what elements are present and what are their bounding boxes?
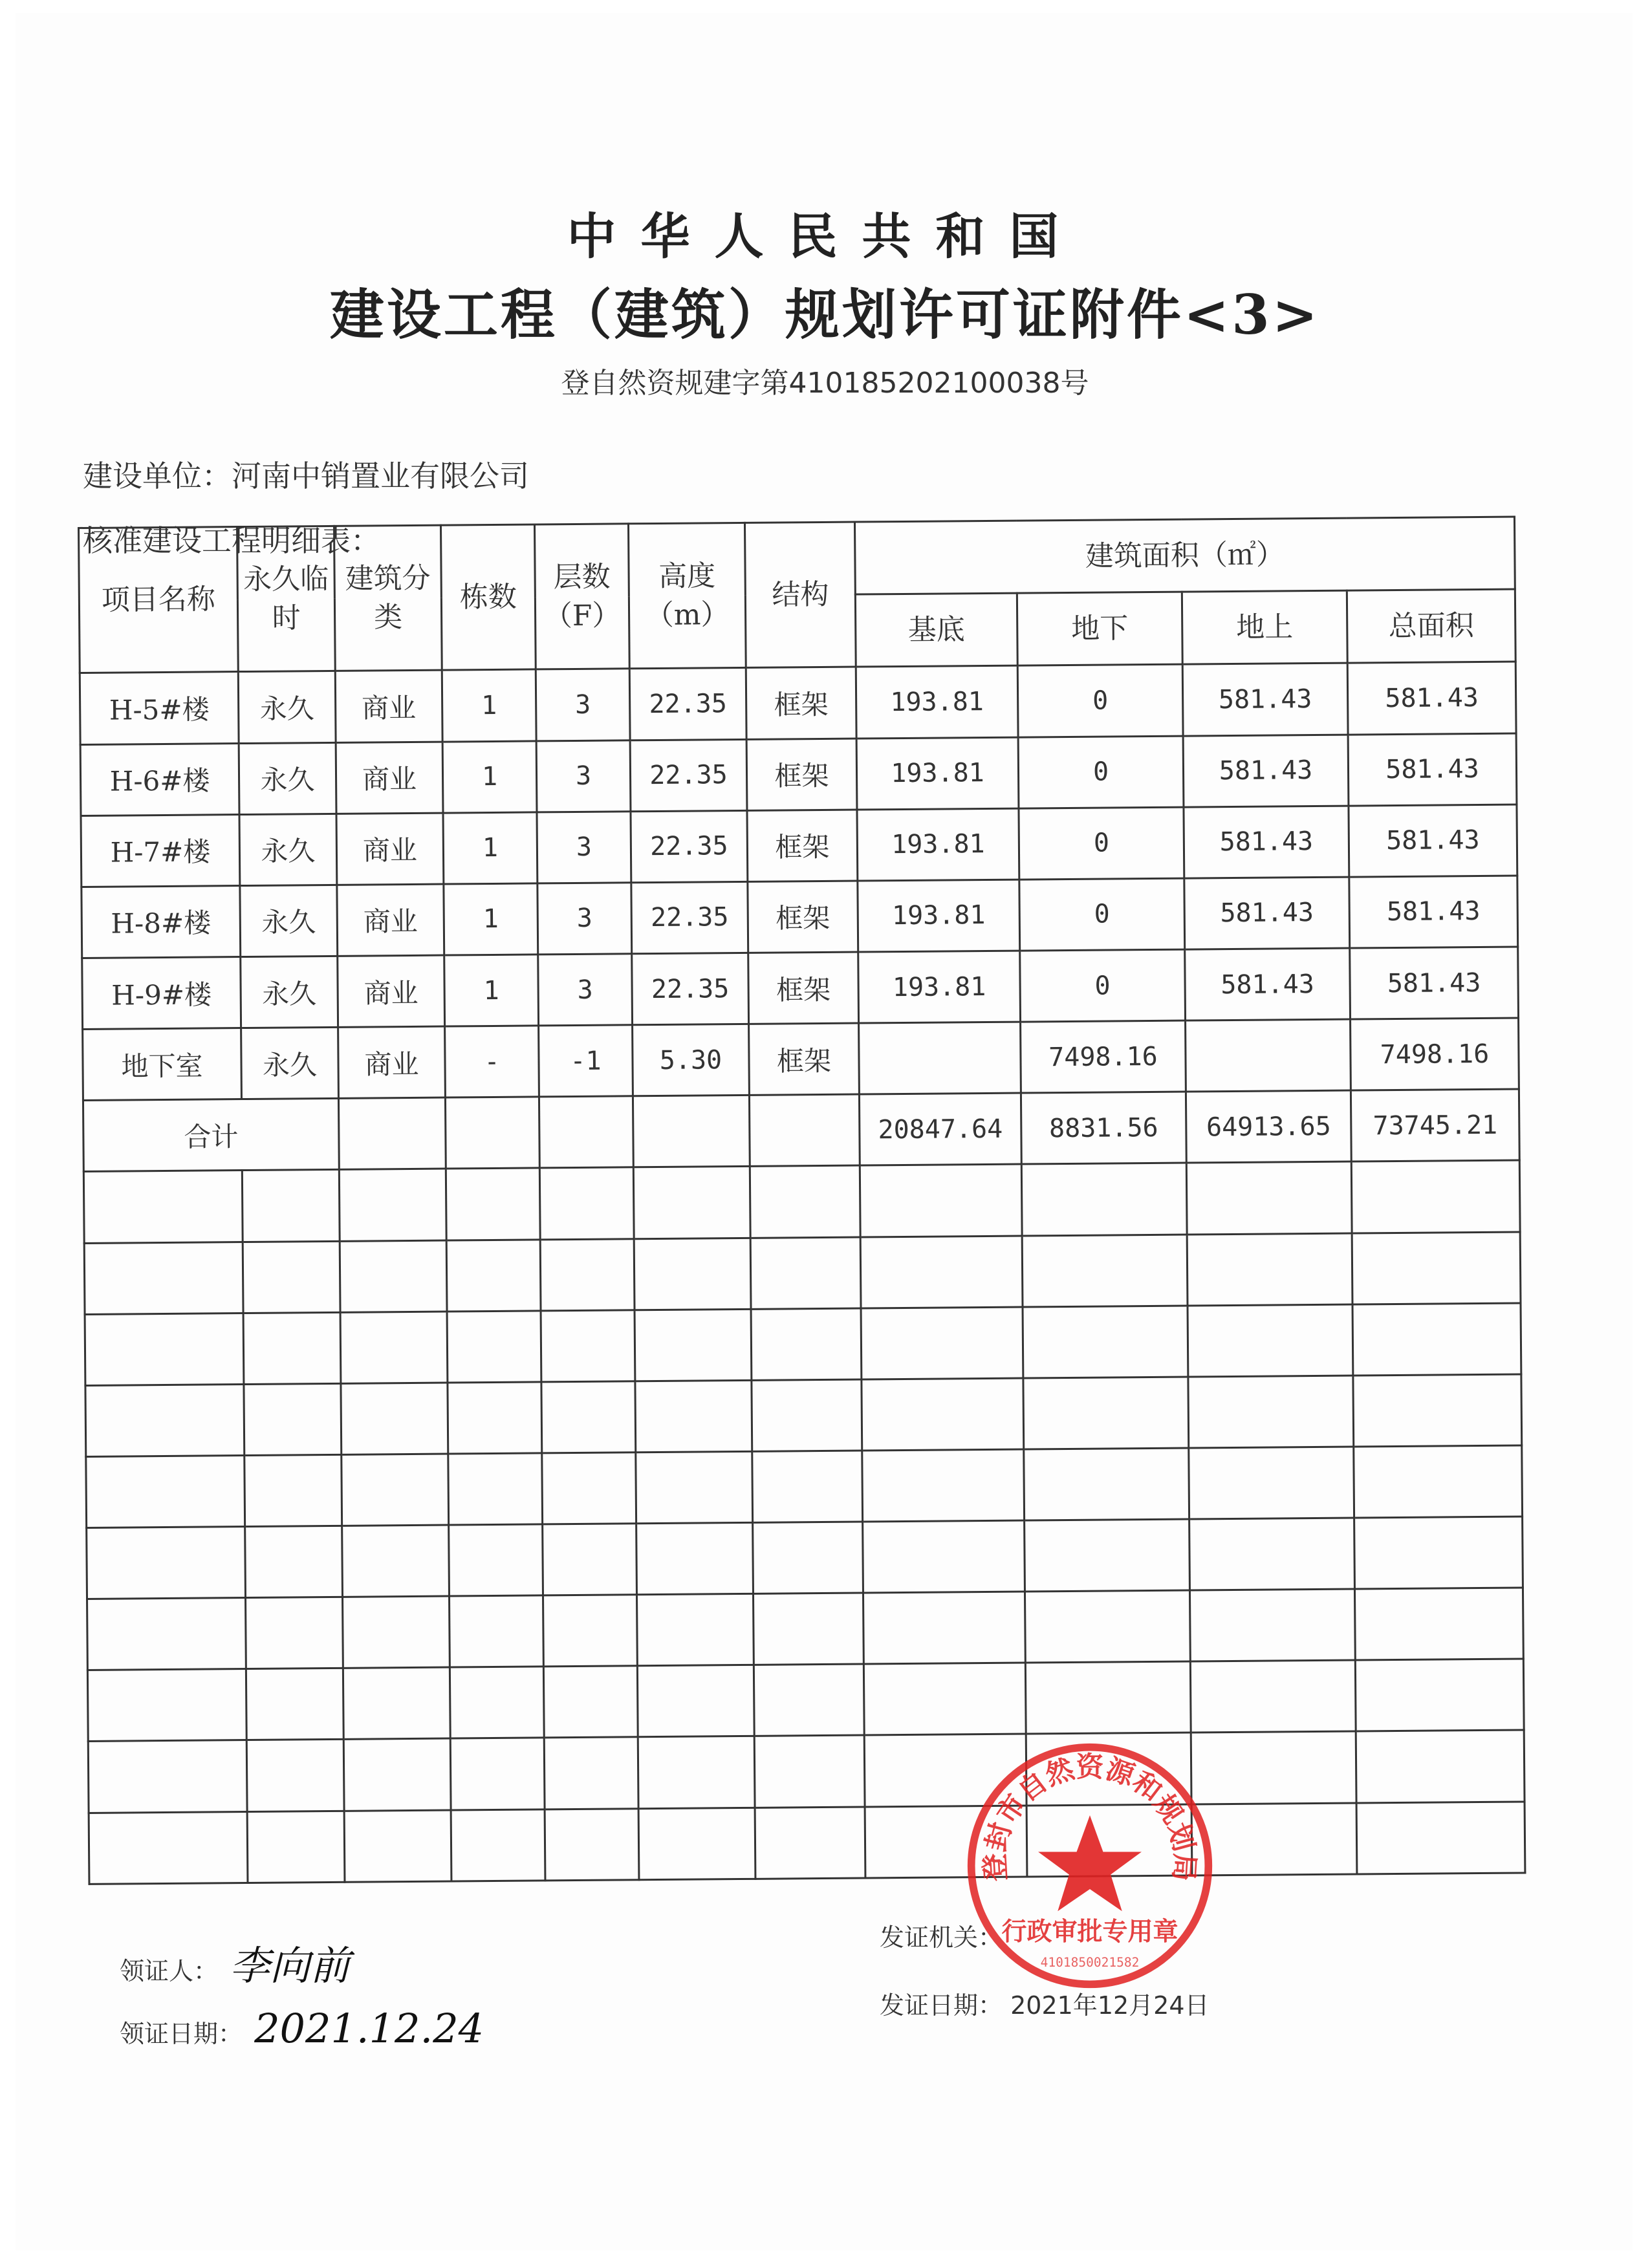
cell-base: 193.81 — [856, 737, 1019, 810]
empty-cell — [340, 1240, 447, 1312]
empty-cell — [754, 1664, 864, 1736]
empty-cell — [754, 1735, 865, 1807]
cell-aboveground: 581.43 — [1182, 663, 1348, 735]
document-title: 建设工程（建筑）规划许可证附件<3> — [329, 283, 1321, 347]
empty-cell — [540, 1238, 635, 1310]
cell-category: 商业 — [336, 813, 444, 885]
totals-aboveground: 64913.65 — [1186, 1090, 1351, 1163]
empty-cell — [1355, 1659, 1524, 1731]
cell-category: 商业 — [337, 884, 444, 956]
empty-cell — [87, 1598, 246, 1670]
empty-cell — [447, 1311, 541, 1383]
empty-cell — [246, 1669, 343, 1740]
empty-cell — [1354, 1588, 1523, 1660]
cell-floors: 3 — [536, 740, 631, 812]
cell-floors: 3 — [536, 669, 630, 740]
cell-category: 商业 — [335, 670, 442, 742]
issue-date-value: 2021年12月24日 — [1010, 1991, 1210, 2020]
empty-cell — [343, 1596, 450, 1668]
empty-cell — [1189, 1589, 1355, 1661]
cell-underground: 0 — [1017, 664, 1183, 737]
empty-cell — [539, 1167, 634, 1239]
empty-cell — [541, 1310, 635, 1381]
cell-permanence: 永久 — [239, 814, 337, 885]
cell-aboveground — [1186, 1019, 1351, 1092]
empty-cell — [341, 1383, 448, 1454]
empty-cell — [1025, 1519, 1190, 1592]
empty-cell — [340, 1312, 448, 1383]
empty-cell — [1352, 1232, 1521, 1304]
cell-total: 581.43 — [1347, 662, 1516, 734]
cell-structure: 框架 — [748, 881, 858, 953]
cell-count: 1 — [444, 883, 538, 955]
table-row — [83, 1018, 1519, 1101]
cell-underground: 7498.16 — [1021, 1021, 1186, 1093]
empty-cell — [1191, 1803, 1357, 1875]
cell-height: 22.35 — [632, 953, 749, 1025]
empty-cell — [862, 1449, 1025, 1522]
cell-height: 22.35 — [629, 668, 746, 740]
empty-cell — [1356, 1730, 1525, 1802]
empty-cell — [1023, 1377, 1189, 1449]
empty-cell — [246, 1740, 344, 1811]
empty-cell — [1351, 1160, 1520, 1233]
cell-count: - — [445, 1026, 539, 1097]
empty-cell — [1352, 1303, 1521, 1376]
empty-cell — [545, 1808, 639, 1881]
totals-label: 合计 — [83, 1099, 339, 1172]
seal-outer-text: 登封市自然资源和规划局 — [979, 1751, 1201, 1883]
empty-cell — [543, 1524, 637, 1595]
empty-cell — [638, 1808, 755, 1880]
cell-underground: 0 — [1019, 807, 1184, 880]
empty-cell — [1353, 1374, 1522, 1447]
cell-count: 1 — [442, 740, 537, 812]
empty-cell — [1188, 1376, 1354, 1448]
empty-row — [89, 1802, 1525, 1885]
empty-cell — [1354, 1445, 1523, 1518]
empty-row — [85, 1303, 1521, 1386]
empty-cell — [1025, 1590, 1190, 1663]
header-category: 建筑分类 — [334, 525, 442, 671]
header-underground: 地下 — [1017, 592, 1182, 665]
empty-cell — [1022, 1235, 1188, 1307]
empty-cell — [863, 1592, 1025, 1664]
empty-row — [87, 1659, 1524, 1742]
cell-structure: 框架 — [748, 952, 859, 1024]
cell-name: 地下室 — [83, 1028, 242, 1101]
cell-count: 1 — [443, 812, 537, 884]
cell-permanence: 永久 — [239, 742, 336, 814]
cell-name: H-6#楼 — [80, 743, 239, 815]
empty-cell — [860, 1164, 1022, 1237]
empty-cell — [343, 1667, 450, 1739]
header-floors: 层数（F） — [534, 524, 629, 670]
construction-unit-label: 建设单位：河南中销置业有限公司 — [83, 459, 529, 493]
cell-underground: 0 — [1018, 736, 1184, 808]
empty-cell — [85, 1384, 244, 1456]
empty-cell — [541, 1381, 636, 1453]
empty-cell — [749, 1094, 860, 1166]
receiver-line — [120, 1934, 350, 1991]
empty-cell — [83, 1171, 243, 1243]
header-name: 项目名称 — [79, 527, 239, 673]
header-aboveground: 地上 — [1182, 590, 1347, 664]
country-title: 中华人民共和国 — [567, 208, 1083, 265]
empty-cell — [84, 1242, 243, 1314]
empty-cell — [243, 1241, 340, 1313]
empty-cell — [89, 1811, 248, 1884]
cell-category: 商业 — [336, 742, 443, 814]
cell-name: H-7#楼 — [81, 814, 240, 887]
empty-cell — [451, 1809, 545, 1882]
receive-date-label: 领证日期： — [120, 2020, 243, 2048]
empty-row — [85, 1374, 1522, 1457]
cell-base: 193.81 — [858, 880, 1020, 952]
seal-inner-text: 行政审批专用章 — [1001, 1917, 1178, 1947]
receive-date-value: 2021.12.24 — [254, 2005, 484, 2052]
cell-aboveground: 581.43 — [1185, 948, 1351, 1021]
empty-cell — [633, 1096, 750, 1168]
cell-underground: 0 — [1019, 878, 1185, 951]
empty-cell — [87, 1527, 246, 1599]
empty-cell — [1189, 1447, 1354, 1519]
cell-base — [859, 1022, 1021, 1094]
empty-cell — [1356, 1802, 1525, 1874]
issue-date-label: 发证日期： — [880, 1991, 1003, 2020]
empty-cell — [85, 1313, 244, 1385]
cell-permanence: 永久 — [240, 885, 338, 956]
empty-cell — [543, 1595, 637, 1667]
empty-cell — [750, 1165, 860, 1237]
cell-permanence: 永久 — [241, 1027, 339, 1099]
cell-aboveground: 581.43 — [1184, 877, 1350, 949]
cell-floors: 3 — [537, 883, 632, 955]
empty-cell — [1024, 1448, 1189, 1520]
totals-total: 73745.21 — [1351, 1089, 1519, 1161]
cell-floors: -1 — [539, 1025, 633, 1097]
cell-base: 193.81 — [856, 665, 1018, 738]
cell-total: 581.43 — [1349, 805, 1517, 877]
empty-cell — [242, 1170, 340, 1242]
empty-row — [83, 1160, 1520, 1243]
empty-cell — [446, 1168, 540, 1240]
cell-floors: 3 — [537, 811, 631, 883]
empty-cell — [1021, 1163, 1187, 1235]
cell-height: 5.30 — [633, 1024, 750, 1096]
cell-underground: 0 — [1020, 949, 1186, 1022]
empty-cell — [246, 1597, 343, 1669]
cell-base: 193.81 — [857, 808, 1019, 881]
permit-number: 登自然资规建字第410185202100038号 — [561, 367, 1089, 400]
empty-cell — [637, 1665, 754, 1738]
empty-cell — [343, 1739, 451, 1811]
totals-base: 20847.64 — [859, 1093, 1021, 1165]
issuer-label: 发证机关： — [880, 1923, 1003, 1952]
empty-cell — [342, 1525, 450, 1597]
empty-cell — [539, 1096, 633, 1168]
empty-cell — [636, 1522, 754, 1595]
empty-cell — [542, 1453, 636, 1524]
empty-cell — [245, 1526, 343, 1597]
empty-cell — [1188, 1304, 1353, 1377]
totals-row — [83, 1089, 1519, 1172]
empty-cell — [87, 1669, 246, 1742]
table-row — [82, 947, 1519, 1030]
empty-cell — [1189, 1518, 1355, 1590]
cell-name: H-5#楼 — [80, 672, 239, 744]
empty-cell — [342, 1454, 449, 1526]
cell-structure: 框架 — [746, 667, 856, 739]
empty-cell — [446, 1239, 541, 1311]
table-row — [81, 876, 1518, 958]
empty-cell — [861, 1307, 1023, 1379]
empty-cell — [636, 1594, 754, 1667]
empty-cell — [638, 1736, 755, 1809]
cell-count: 1 — [444, 955, 539, 1026]
cell-name: H-8#楼 — [81, 885, 241, 958]
cell-floors: 3 — [538, 954, 633, 1026]
empty-cell — [750, 1237, 861, 1309]
empty-row — [84, 1232, 1521, 1315]
empty-cell — [338, 1097, 446, 1169]
empty-cell — [1190, 1660, 1356, 1733]
cell-total: 7498.16 — [1351, 1018, 1519, 1090]
empty-row — [87, 1517, 1523, 1599]
empty-cell — [247, 1811, 345, 1883]
header-permanence: 永久临时 — [237, 526, 336, 672]
totals-underground: 8831.56 — [1021, 1092, 1186, 1164]
empty-cell — [244, 1383, 342, 1455]
empty-cell — [1023, 1306, 1188, 1378]
permit-detail-table — [78, 516, 1526, 1885]
empty-row — [86, 1445, 1523, 1528]
receiver-signature: 李向前 — [230, 1942, 351, 1989]
empty-cell — [636, 1451, 753, 1524]
cell-height: 22.35 — [631, 881, 748, 954]
empty-cell — [635, 1309, 752, 1381]
cell-aboveground: 581.43 — [1183, 735, 1349, 807]
star-icon — [1038, 1815, 1142, 1911]
seal-serial: 4101850021582 — [1040, 1955, 1140, 1970]
table-row — [80, 733, 1517, 816]
cell-structure: 框架 — [746, 739, 857, 810]
cell-aboveground: 581.43 — [1184, 806, 1349, 878]
empty-cell — [752, 1451, 863, 1522]
empty-cell — [449, 1524, 543, 1596]
receiver-label: 领证人： — [120, 1957, 219, 1985]
empty-cell — [751, 1308, 862, 1380]
empty-cell — [243, 1312, 341, 1384]
empty-row — [88, 1730, 1525, 1813]
header-total: 总面积 — [1347, 589, 1515, 663]
empty-cell — [863, 1520, 1025, 1593]
empty-cell — [635, 1380, 752, 1453]
empty-cell — [862, 1378, 1024, 1451]
empty-cell — [1025, 1661, 1191, 1734]
empty-cell — [544, 1737, 638, 1809]
cell-height: 22.35 — [630, 739, 747, 812]
cell-permanence: 永久 — [241, 956, 338, 1028]
empty-cell — [755, 1807, 865, 1879]
empty-cell — [1187, 1233, 1352, 1306]
header-count: 栋数 — [440, 524, 536, 671]
empty-cell — [344, 1810, 451, 1883]
header-base: 基底 — [855, 593, 1017, 667]
empty-cell — [1354, 1517, 1523, 1589]
header-structure: 结构 — [744, 522, 856, 668]
empty-cell — [450, 1738, 545, 1809]
empty-cell — [753, 1593, 863, 1665]
cell-permanence: 永久 — [238, 671, 336, 743]
header-area-group: 建筑面积（㎡） — [854, 517, 1515, 594]
receive-date-line — [120, 2005, 484, 2052]
empty-cell — [88, 1740, 247, 1813]
empty-cell — [752, 1379, 862, 1451]
cell-total: 581.43 — [1350, 947, 1519, 1019]
cell-category: 商业 — [338, 1026, 446, 1098]
empty-row — [87, 1588, 1524, 1670]
empty-cell — [753, 1522, 863, 1593]
empty-cell — [448, 1382, 542, 1454]
empty-cell — [244, 1454, 342, 1526]
cell-height: 22.35 — [631, 810, 748, 883]
empty-cell — [543, 1666, 638, 1738]
cell-structure: 框架 — [747, 810, 858, 881]
cell-base: 193.81 — [858, 951, 1021, 1023]
empty-cell — [450, 1667, 544, 1738]
empty-cell — [339, 1169, 446, 1240]
empty-cell — [448, 1453, 543, 1525]
cell-name: H-9#楼 — [82, 956, 241, 1029]
official-seal — [964, 1740, 1216, 1992]
empty-cell — [445, 1097, 539, 1169]
table-row — [80, 662, 1516, 744]
header-height: 高度（m） — [628, 523, 746, 669]
cell-total: 581.43 — [1348, 733, 1517, 806]
detail-table-label: 核准建设工程明细表： — [83, 523, 380, 558]
empty-cell — [86, 1455, 245, 1528]
cell-total: 581.43 — [1349, 876, 1518, 948]
empty-cell — [863, 1663, 1026, 1735]
table-row — [81, 805, 1517, 887]
empty-cell — [634, 1238, 751, 1310]
empty-cell — [633, 1167, 750, 1239]
cell-category: 商业 — [338, 955, 445, 1027]
empty-cell — [450, 1595, 544, 1667]
empty-cell — [1186, 1161, 1352, 1234]
cell-count: 1 — [442, 669, 536, 741]
cell-structure: 框架 — [749, 1023, 860, 1095]
empty-cell — [860, 1236, 1023, 1308]
